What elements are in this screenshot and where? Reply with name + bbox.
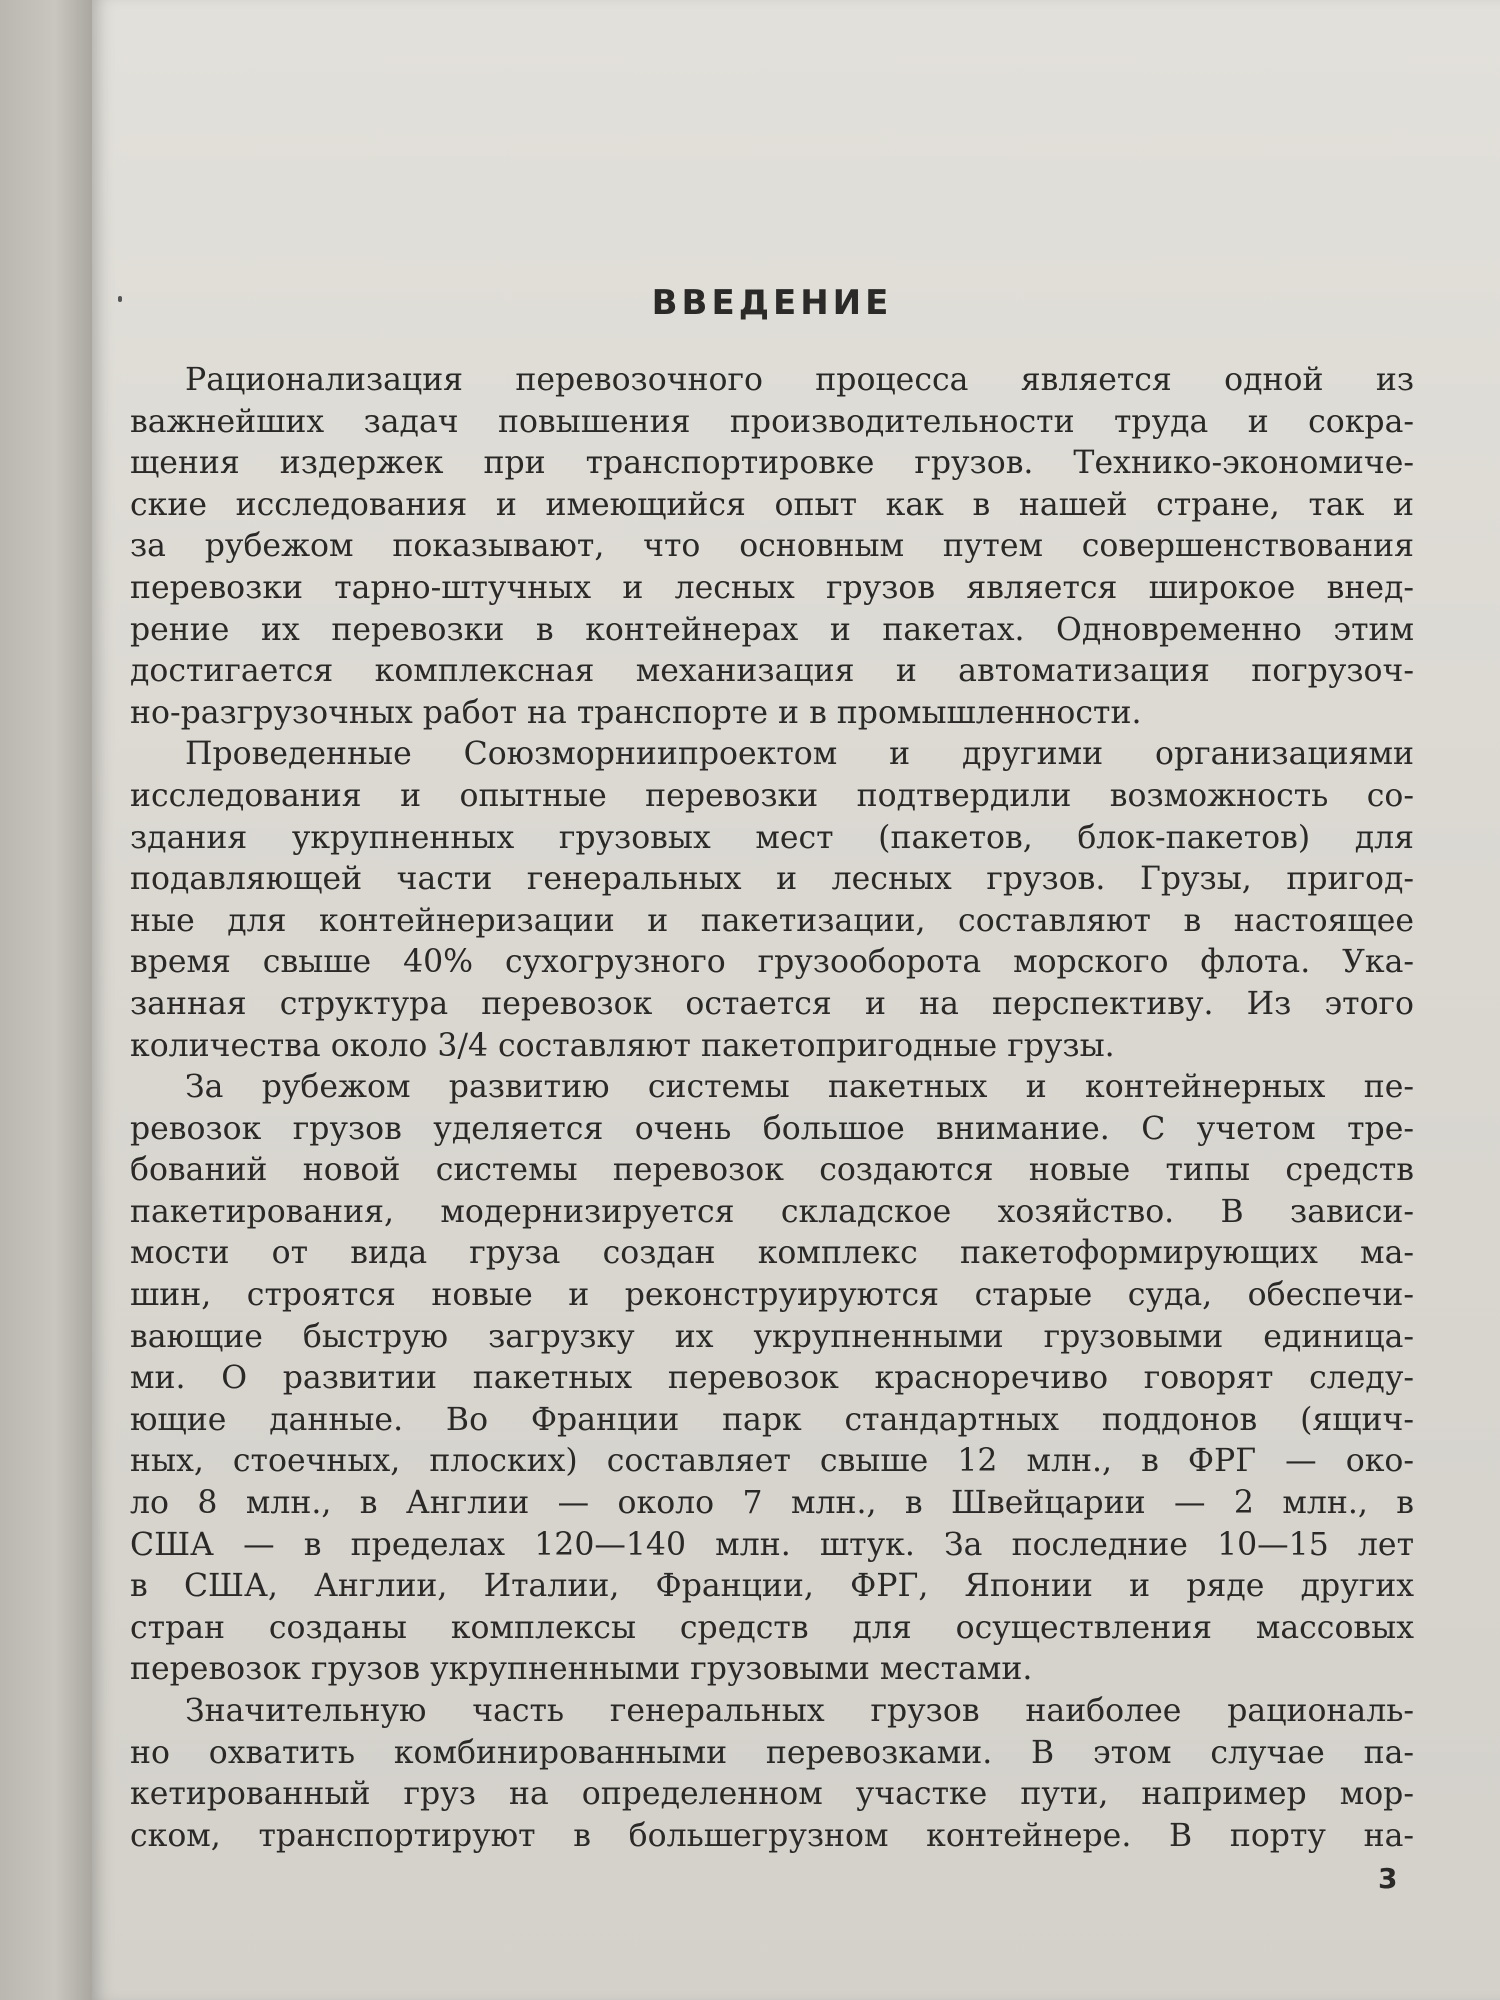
- text-line: бований новой системы перевозок создаются новые типы средств: [130, 1152, 1414, 1189]
- text-line: ло 8 млн., в Англии — около 7 млн., в Швейцарии — 2 млн., в: [130, 1485, 1414, 1522]
- text-line: здания укрупненных грузовых мест (пакетов, блок-пакетов) для: [130, 819, 1414, 856]
- text-line: перевозок грузов укрупненными грузовыми местами.: [130, 1651, 1033, 1688]
- text-line: Значительную часть генеральных грузов наиболее рациональ-: [185, 1693, 1414, 1729]
- text-line: ском, транспортируют в большегрузном контейнере. В порту на-: [130, 1817, 1414, 1854]
- text-line: шин, строятся новые и реконструируются старые суда, обеспечи-: [130, 1277, 1414, 1314]
- text-line: исследования и опытные перевозки подтвердили возможность со-: [130, 777, 1414, 814]
- text-line: перевозки тарно-штучных и лесных грузов является широкое внед-: [130, 569, 1414, 606]
- text-line: время свыше 40% сухогрузного грузооборота морского флота. Ука-: [130, 944, 1414, 981]
- text-line: Проведенные Союзморниипроектом и другими организациями: [185, 736, 1414, 773]
- text-line: США — в пределах 120—140 млн. штук. За последние 10—15 лет: [130, 1526, 1414, 1563]
- book-spine-gutter: [0, 0, 92, 2000]
- text-line: ми. О развитии пакетных перевозок красноречиво говорят следу-: [130, 1360, 1414, 1397]
- text-line: ревозок грузов уделяется очень большое внимание. С учетом тре-: [130, 1110, 1414, 1147]
- text-line: ские исследования и имеющийся опыт как в нашей стране, так и: [130, 486, 1414, 523]
- text-line: ющие данные. Во Франции парк стандартных поддонов (ящич-: [130, 1401, 1414, 1438]
- text-line: Рационализация перевозочного процесса является одной из: [185, 362, 1414, 398]
- body-text: [130, 360, 1414, 1857]
- text-line: вающие быструю загрузку их укрупненными грузовыми единица-: [130, 1318, 1414, 1355]
- text-line: стран созданы комплексы средств для осуществления массовых: [130, 1609, 1414, 1646]
- text-line: рение их перевозки в контейнерах и пакетах. Одновременно этим: [130, 611, 1414, 648]
- text-line: пакетирования, модернизируется складское хозяйство. В зависи-: [130, 1193, 1414, 1230]
- text-line: мости от вида груза создан комплекс пакетоформирующих ма-: [130, 1235, 1414, 1272]
- page-number: 3: [1378, 1862, 1398, 1895]
- text-line: ные для контейнеризации и пакетизации, составляют в настоящее: [130, 902, 1414, 939]
- text-line: достигается комплексная механизация и автоматизация погрузоч-: [130, 653, 1414, 690]
- text-line: но-разгрузочных работ на транспорте и в промышленности.: [130, 694, 1142, 731]
- text-line: важнейших задач повышения производительности труда и сокра-: [130, 403, 1414, 440]
- page-title: ВВЕДЕНИЕ: [651, 283, 893, 323]
- text-line: за рубежом показывают, что основным путем совершенствования: [130, 528, 1414, 565]
- text-line: количества около 3/4 составляют пакетопригодные грузы.: [130, 1027, 1115, 1064]
- text-line: подавляющей части генеральных и лесных грузов. Грузы, пригод-: [130, 861, 1414, 898]
- text-line: ных, стоечных, плоских) составляет свыше 12 млн., в ФРГ — око-: [130, 1443, 1414, 1480]
- text-line: щения издержек при транспортировке грузов. Технико-экономиче-: [130, 445, 1414, 482]
- text-line: но охватить комбинированными перевозками. В этом случае па-: [130, 1734, 1414, 1771]
- text-line: За рубежом развитию системы пакетных и контейнерных пе-: [185, 1069, 1414, 1106]
- text-line: в США, Англии, Италии, Франции, ФРГ, Японии и ряде других: [130, 1568, 1414, 1605]
- text-line: занная структура перевозок остается и на перспективу. Из этого: [130, 985, 1414, 1022]
- text-line: кетированный груз на определенном участке пути, например мор-: [130, 1776, 1414, 1813]
